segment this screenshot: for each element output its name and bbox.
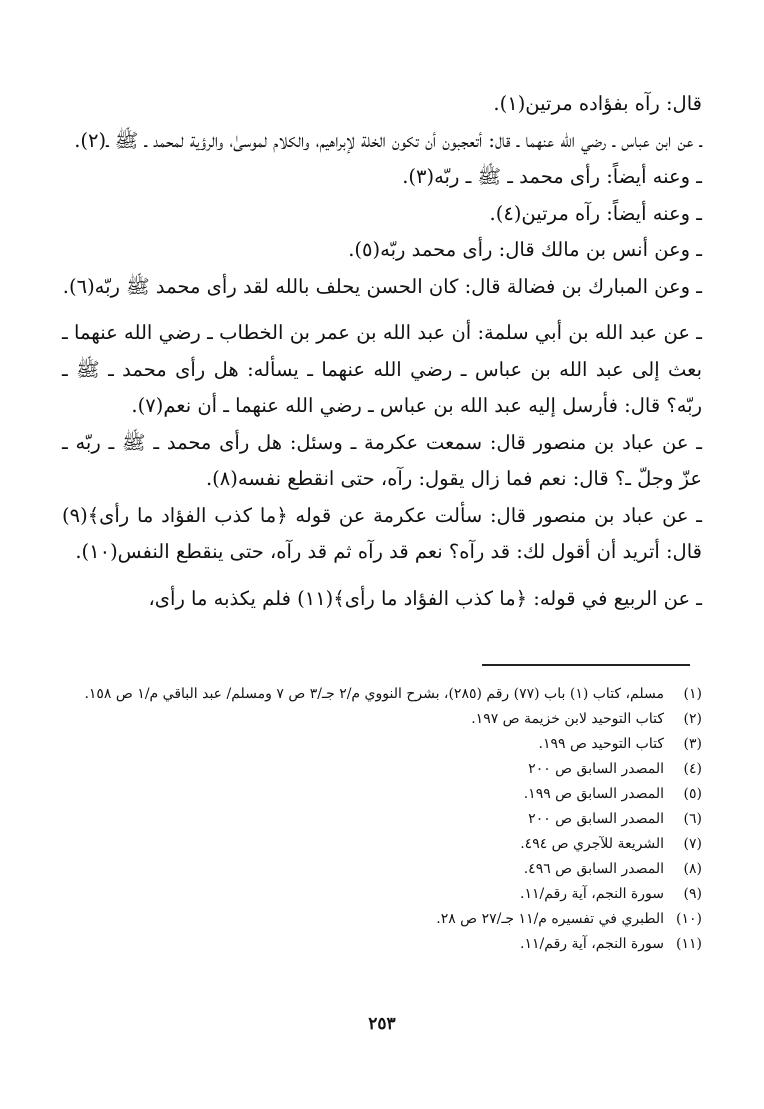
footnote xyxy=(62,857,702,882)
footnote-number: (٨) xyxy=(683,861,702,877)
footnote xyxy=(62,932,702,957)
footnote-number: (٢) xyxy=(683,711,702,727)
paragraph: قال: رآه بفؤاده مرتين(١). xyxy=(493,92,702,115)
footnote-number: (٤) xyxy=(683,761,702,777)
footnote xyxy=(62,832,702,857)
footnote-text: مسلم، كتاب (١) باب (٧٧) رقم (٢٨٥)، بشرح النووي م/٢ جـ/٣ ص ٧ ومسلم/ عبد الباقي م/١ ص ١٥٨. xyxy=(84,686,664,702)
paragraph: ـ عن ابن عباس ـ رضي الله عنهما ـ قال: أتعجبون أن تكون الخلة لإبراهيم، والكلام لموسىٰ، والرؤية لمحمد ـ ﷺ ـ(٢). xyxy=(74,128,702,152)
footnote xyxy=(62,907,702,932)
footnote xyxy=(62,757,702,782)
paragraph: ـ وعن أنس بن مالك قال: رأى محمد ربّه(٥). xyxy=(348,238,702,261)
footnote-text: كتاب التوحيد لابن خزيمة ص ١٩٧. xyxy=(471,711,664,727)
footnote xyxy=(62,882,702,907)
paragraph: ـ وعنه أيضاً: رأى محمد ـ ﷺ ـ ربّه(٣). xyxy=(402,165,702,188)
footnote-number: (١٠) xyxy=(676,911,702,927)
footnote-text: الشريعة للآجري ص ٤٩٤. xyxy=(520,836,664,852)
footnote-text: المصدر السابق ص ٢٠٠ xyxy=(528,811,664,827)
footnote-number: (٦) xyxy=(683,811,702,827)
paragraph: ـ وعن المبارك بن فضالة قال: كان الحسن يحلف بالله لقد رأى محمد ﷺ ربّه(٦). xyxy=(62,274,702,298)
paragraph: ـ وعنه أيضاً: رآه مرتين(٤). xyxy=(489,201,702,225)
footnote-number: (٩) xyxy=(683,886,702,902)
footnote-text: المصدر السابق ص ١٩٩. xyxy=(523,786,664,802)
footnote-number: (٣) xyxy=(683,736,702,752)
footnote-number: (٧) xyxy=(683,836,702,852)
footnote-number: (٥) xyxy=(683,786,702,802)
footnote-text: سورة النجم، آية رقم/١١. xyxy=(520,886,664,902)
footnote-separator xyxy=(482,664,690,666)
footnote xyxy=(62,782,702,807)
paragraph: ـ عن عباد بن منصور قال: سألت عكرمة عن قوله ﴿ما كذب الفؤاد ما رأى﴾(٩) قال: أتريد أن أقول لك: قد رآه؟ نعم قد رآه ثم قد رآه، حتى ينقطع النفس(١٠). xyxy=(62,503,702,563)
footnote-text: المصدر السابق ص ٢٠٠ xyxy=(528,761,664,777)
footnote xyxy=(62,732,702,757)
paragraph: ـ عن عباد بن منصور قال: سمعت عكرمة ـ وسئل: هل رأى محمد ـ ﷺ ـ ربّه ـ عزّ وجلّ ـ؟ قال: نعم فما زال يقول: رآه، حتى انقطع نفسه(٨). xyxy=(62,430,702,490)
footnote-text: كتاب التوحيد ص ١٩٩. xyxy=(538,736,664,752)
page-number: ٢٥٣ xyxy=(368,1014,396,1034)
footnotes xyxy=(62,682,702,957)
footnote-text: سورة النجم، آية رقم/١١. xyxy=(520,936,664,952)
paragraph: ـ عن عبد الله بن أبي سلمة: أن عبد الله بن عمر بن الخطاب ـ رضي الله عنهما ـ بعث إلى عبد الله بن عباس ـ رضي الله عنهما ـ يسأله: هل رأى محمد ـ ﷺ ـ ربّه؟ قال: فأرسل إليه عبد الله بن عباس ـ رضي الله عنهما ـ أن نعم(٧). xyxy=(62,321,702,417)
footnote-text: الطبري في تفسيره م/١١ جـ/٢٧ ص ٢٨. xyxy=(436,911,664,927)
main-text xyxy=(62,86,702,617)
footnote xyxy=(62,682,702,707)
footnote xyxy=(62,707,702,732)
paragraph: ـ عن الربيع في قوله: ﴿ما كذب الفؤاد ما رأى﴾(١١) فلم يكذبه ما رأى، xyxy=(148,586,702,610)
footnote xyxy=(62,807,702,832)
footnote-number: (١١) xyxy=(676,936,702,952)
footnote-text: المصدر السابق ص ٤٩٦. xyxy=(523,861,664,877)
footnote-number: (١) xyxy=(683,686,702,702)
